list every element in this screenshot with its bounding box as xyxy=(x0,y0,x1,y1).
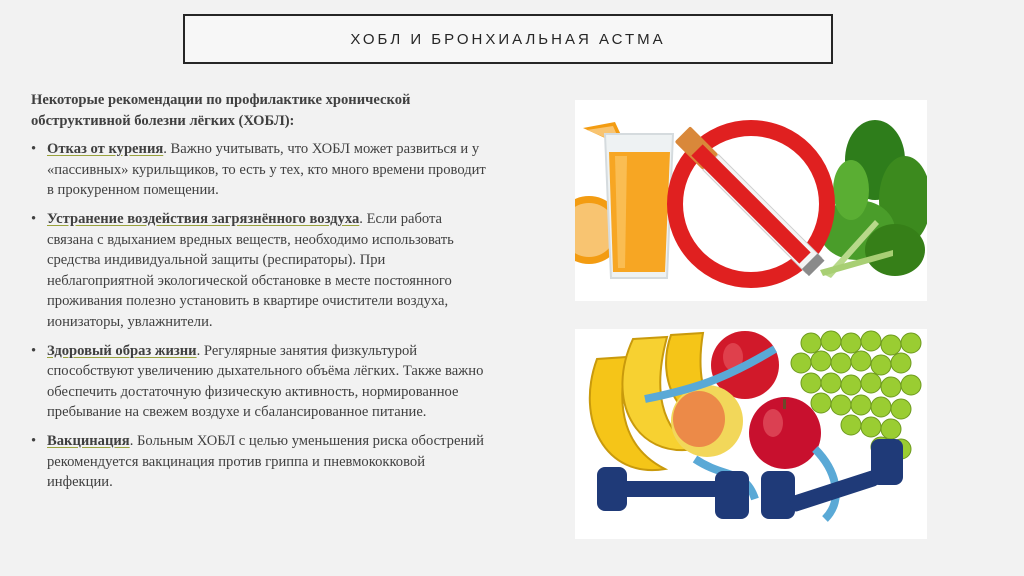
title-box xyxy=(183,14,833,64)
bullet-icon: • xyxy=(31,210,37,227)
slide-title: ХОБЛ И БРОНХИАЛЬНАЯ АСТМА xyxy=(350,30,666,48)
list-item xyxy=(31,139,491,201)
intro-paragraph: Некоторые рекомендации по профилактике хронической обструктивной болезни лёгких (ХОБЛ): xyxy=(31,92,411,129)
fruits-dumbbells-illustration xyxy=(575,329,927,539)
recommendation-list xyxy=(31,139,491,493)
healthy-lifestyle-image xyxy=(575,329,927,539)
list-item xyxy=(31,431,491,493)
bullet-heading: Устранение воздействия загрязнённого воздуха xyxy=(47,210,360,227)
list-item xyxy=(31,209,491,333)
bullet-icon: • xyxy=(31,141,37,158)
bullet-text: . Регулярные занятия физкультурой способствуют увеличению дыхательного объёма лёгких. Также важно обеспечить достаточную физическую активность, нормированное пребывание на свежем воздухе и сбалансированное питание. xyxy=(47,342,484,421)
content-text xyxy=(31,90,491,501)
bullet-heading: Здоровый образ жизни xyxy=(47,342,197,359)
bullet-heading: Отказ от курения xyxy=(47,141,164,158)
bullet-heading: Вакцинация xyxy=(47,432,130,449)
bullet-icon: • xyxy=(31,342,37,359)
bullet-text: . Если работа связана с вдыханием вредных веществ, необходимо использовать средства индивидуальной защиты (респираторы). При неблагоприятной экологической обстановке в месте постоянного проживания полезно установить в квартире очистители воздуха, ионизаторы, увлажнители. xyxy=(47,210,454,330)
no-smoking-illustration xyxy=(575,100,927,301)
no-smoking-image xyxy=(575,100,927,301)
bullet-text: . Больным ХОБЛ с целью уменьшения риска обострений рекомендуется вакцинация против гриппа и пневмококковой инфекции. xyxy=(47,432,484,491)
bullet-text: . Важно учитывать, что ХОБЛ может развиться и у «пассивных» курильщиков, то есть у тех, кто много времени проводит в прокуренном помещении. xyxy=(47,141,486,199)
list-item xyxy=(31,341,491,423)
bullet-icon: • xyxy=(31,432,37,449)
